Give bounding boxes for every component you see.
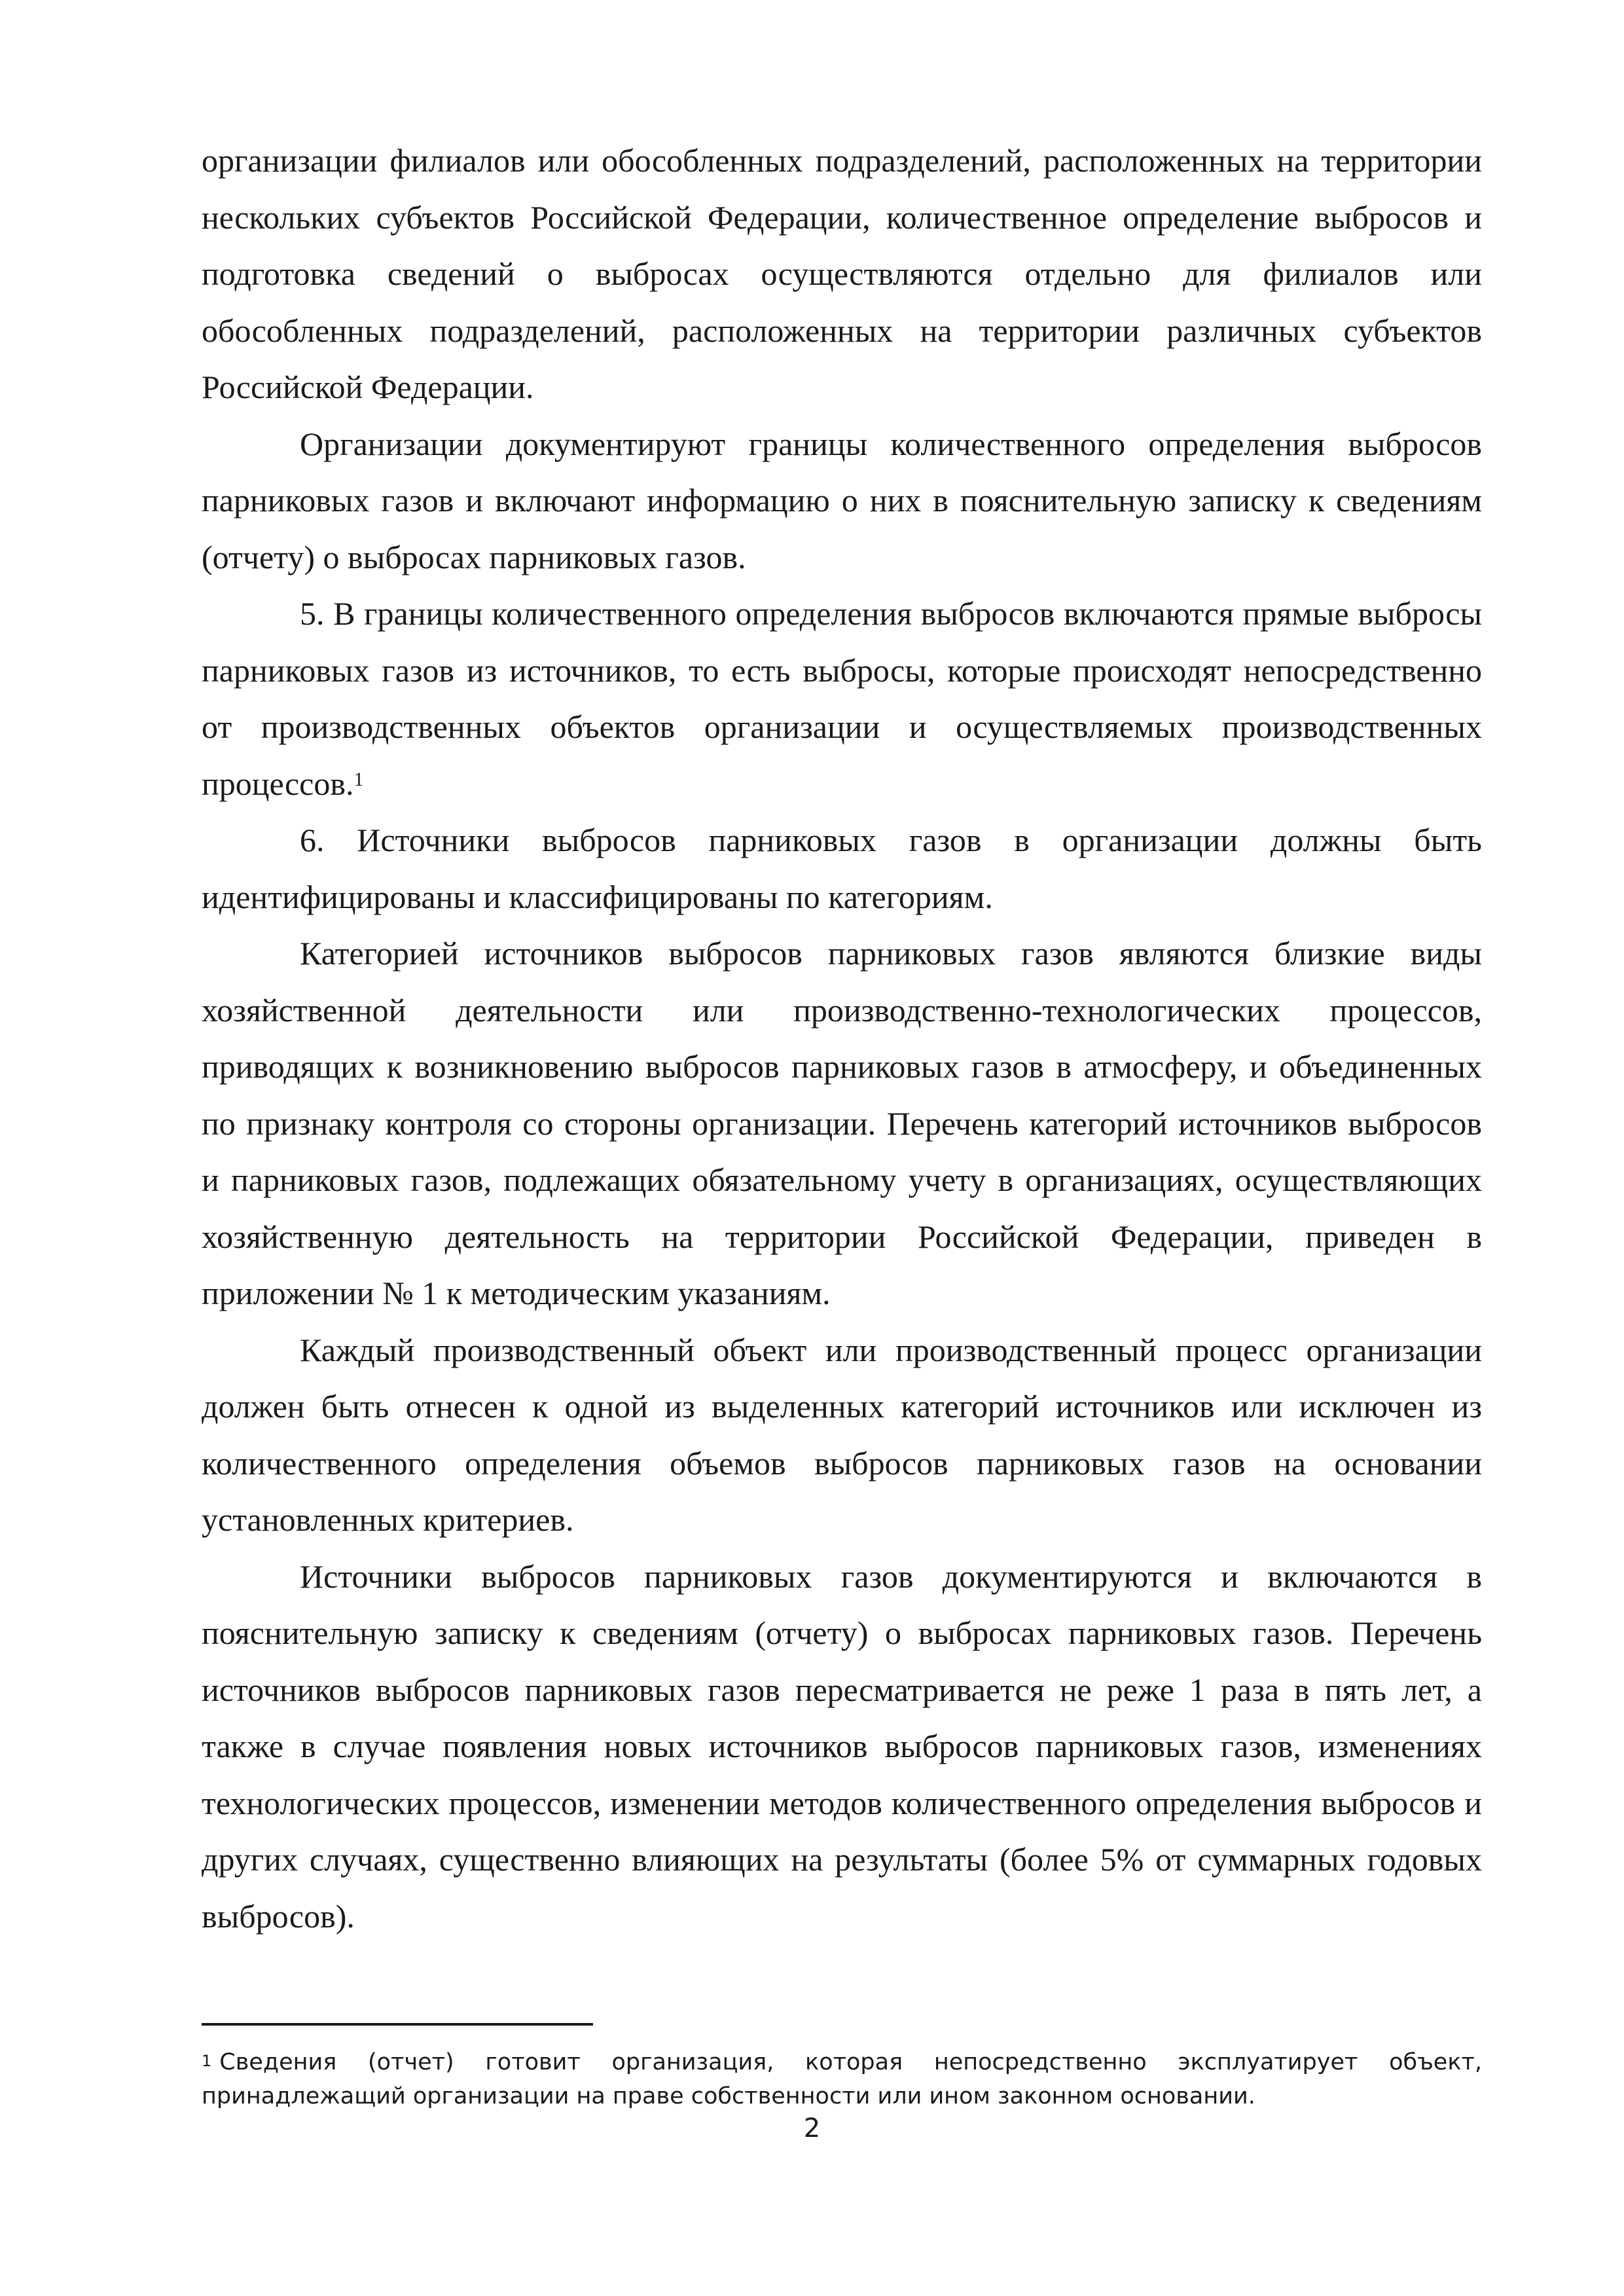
footnote-text: Сведения (отчет) готовит организация, которая непосредственно эксплуатирует объект, принадлежащий организации на праве собственности или ином законном основании. bbox=[202, 2049, 1482, 2109]
paragraph-item-6: 6. Источники выбросов парниковых газов в организации должны быть идентифицированы и классифицированы по категориям. bbox=[202, 822, 1482, 915]
paragraph-source-categories: Категорией источников выбросов парниковых газов являются близкие виды хозяйственной деятельности или производственно-технологических процессов, приводящих к возникновению выбросов парниковых газов в атмосферу, и объединенных по признаку контроля со стороны организации. Перечень категорий источников выбросов и парниковых газов, подлежащих обязательному учету в организациях, осуществляющих хозяйственную деятельность на территории Российской Федерации, приведен в приложении № 1 к методическим указаниям. bbox=[202, 935, 1482, 1311]
footnote bbox=[202, 2045, 1482, 2113]
paragraph-boundaries-documentation: Организации документируют границы количественного определения выбросов парниковых газов и включают информацию о них в пояснительную записку к сведениям (отчету) о выбросах парниковых газов. bbox=[202, 425, 1482, 575]
footnote-separator bbox=[202, 2023, 593, 2026]
paragraph-process-assignment: Каждый производственный объект или производственный процесс организации должен быть отнесен к одной из выделенных категорий источников или исключен из количественного определения объемов выбросов парниковых газов на основании установленных критериев. bbox=[202, 1331, 1482, 1538]
paragraph-item-5-text: 5. В границы количественного определения выбросов включаются прямые выбросы парниковых газов из источников, то есть выбросы, которые происходят непосредственно от производственных объектов организации и осуществляемых производственных процессов. bbox=[202, 595, 1482, 802]
page-number: 2 bbox=[803, 2113, 821, 2143]
paragraph-item-5 bbox=[202, 585, 1482, 812]
footnote-reference: 1 bbox=[353, 768, 364, 790]
paragraph-sources-review: Источники выбросов парниковых газов документируются и включаются в пояснительную записку к сведениям (отчету) о выбросах парниковых газов. Перечень источников выбросов парниковых газов пересматривается не реже 1 раза в пять лет, а также в случае появления новых источников выбросов парниковых газов, изменениях технологических процессов, изменении методов количественного определения выбросов и других случаях, существенно влияющих на результаты (более 5% от суммарных годовых выбросов). bbox=[202, 1558, 1482, 1935]
body-text bbox=[202, 132, 1482, 1944]
footnote-marker: 1 bbox=[202, 2052, 212, 2070]
paragraph-branches-continuation: организации филиалов или обособленных подразделений, расположенных на территории нескольких субъектов Российской Федерации, количественное определение выбросов и подготовка сведений о выбросах осуществляются отдельно для филиалов или обособленных подразделений, расположенных на территории различных субъектов Российской Федерации. bbox=[202, 142, 1482, 405]
